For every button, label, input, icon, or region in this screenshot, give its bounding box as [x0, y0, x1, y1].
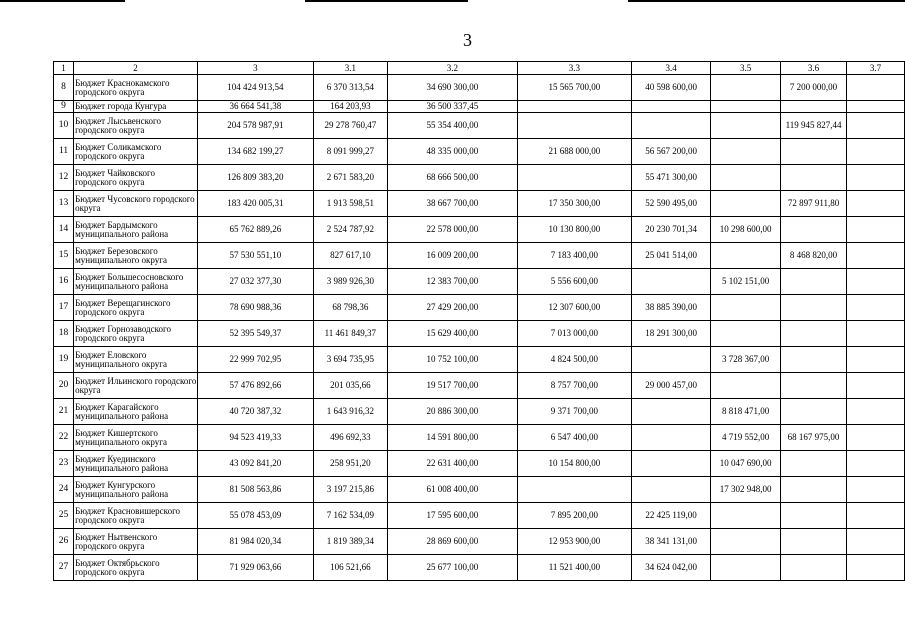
table-row: [54, 477, 905, 503]
col-header: 1: [54, 62, 74, 75]
amount-cell-c33: 7 013 000,00: [518, 321, 632, 347]
amount-cell-c33: [518, 113, 632, 139]
amount-cell-c31: 827 617,10: [313, 243, 387, 269]
amount-cell-c37: [847, 165, 905, 191]
amount-cell-c3: 65 762 889,26: [197, 217, 313, 243]
row-number: 13: [54, 191, 74, 217]
amount-cell-c36: [780, 295, 846, 321]
amount-cell-c31: 164 203,93: [313, 101, 387, 113]
budget-name: Бюджет Краснокамского городского округа: [74, 75, 198, 101]
budget-name: Бюджет Октябрьского городского округа: [74, 555, 198, 581]
amount-cell-c34: [631, 347, 711, 373]
amount-cell-c35: [711, 555, 781, 581]
table-row: [54, 399, 905, 425]
budget-name: Бюджет Соликамского городского округа: [74, 139, 198, 165]
row-number: 10: [54, 113, 74, 139]
amount-cell-c32: 48 335 000,00: [387, 139, 517, 165]
amount-cell-c33: [518, 101, 632, 113]
amount-cell-c33: [518, 165, 632, 191]
amount-cell-c3: 81 508 563,86: [197, 477, 313, 503]
amount-cell-c31: 8 091 999,27: [313, 139, 387, 165]
table-row: [54, 269, 905, 295]
amount-cell-c34: 34 624 042,00: [631, 555, 711, 581]
amount-cell-c33: 10 130 800,00: [518, 217, 632, 243]
col-header: 3.4: [631, 62, 711, 75]
row-number: 27: [54, 555, 74, 581]
table-row: [54, 347, 905, 373]
amount-cell-c31: 3 694 735,95: [313, 347, 387, 373]
amount-cell-c31: 7 162 534,09: [313, 503, 387, 529]
amount-cell-c35: [711, 243, 781, 269]
row-number: 18: [54, 321, 74, 347]
row-number: 23: [54, 451, 74, 477]
amount-cell-c32: 34 690 300,00: [387, 75, 517, 101]
amount-cell-c37: [847, 503, 905, 529]
amount-cell-c33: 4 824 500,00: [518, 347, 632, 373]
amount-cell-c37: [847, 321, 905, 347]
amount-cell-c36: 8 468 820,00: [780, 243, 846, 269]
amount-cell-c32: 25 677 100,00: [387, 555, 517, 581]
amount-cell-c3: 78 690 988,36: [197, 295, 313, 321]
amount-cell-c32: 12 383 700,00: [387, 269, 517, 295]
amount-cell-c34: [631, 269, 711, 295]
amount-cell-c35: [711, 165, 781, 191]
amount-cell-c35: [711, 321, 781, 347]
budget-name: Бюджет Красновишерского городского округа: [74, 503, 198, 529]
budget-name: Бюджет Нытвенского городского округа: [74, 529, 198, 555]
amount-cell-c35: 3 728 367,00: [711, 347, 781, 373]
amount-cell-c32: 16 009 200,00: [387, 243, 517, 269]
amount-cell-c36: [780, 555, 846, 581]
table-body: [54, 75, 905, 581]
amount-cell-c37: [847, 217, 905, 243]
amount-cell-c31: 29 278 760,47: [313, 113, 387, 139]
amount-cell-c37: [847, 75, 905, 101]
amount-cell-c34: 52 590 495,00: [631, 191, 711, 217]
amount-cell-c35: [711, 139, 781, 165]
amount-cell-c37: [847, 269, 905, 295]
amount-cell-c32: 55 354 400,00: [387, 113, 517, 139]
amount-cell-c36: [780, 217, 846, 243]
col-header: 3.1: [313, 62, 387, 75]
amount-cell-c3: 104 424 913,54: [197, 75, 313, 101]
amount-cell-c36: [780, 503, 846, 529]
amount-cell-c32: 10 752 100,00: [387, 347, 517, 373]
budget-name: Бюджет Кунгурского муниципального района: [74, 477, 198, 503]
amount-cell-c33: 6 547 400,00: [518, 425, 632, 451]
header-row: [54, 62, 905, 75]
amount-cell-c37: [847, 373, 905, 399]
amount-cell-c32: 28 869 600,00: [387, 529, 517, 555]
amount-cell-c3: 126 809 383,20: [197, 165, 313, 191]
row-number: 25: [54, 503, 74, 529]
amount-cell-c33: 8 757 700,00: [518, 373, 632, 399]
table-row: [54, 217, 905, 243]
amount-cell-c35: [711, 75, 781, 101]
page-number: 3: [463, 30, 472, 50]
budget-name: Бюджет Кишертского муниципального округа: [74, 425, 198, 451]
amount-cell-c33: 5 556 600,00: [518, 269, 632, 295]
table-row: [54, 425, 905, 451]
amount-cell-c33: 17 350 300,00: [518, 191, 632, 217]
amount-cell-c34: 22 425 119,00: [631, 503, 711, 529]
amount-cell-c33: 11 521 400,00: [518, 555, 632, 581]
amount-cell-c3: 57 476 892,66: [197, 373, 313, 399]
amount-cell-c36: [780, 139, 846, 165]
amount-cell-c31: 11 461 849,37: [313, 321, 387, 347]
amount-cell-c33: 15 565 700,00: [518, 75, 632, 101]
budget-name: Бюджет Верещагинского городского округа: [74, 295, 198, 321]
budget-name: Бюджет Березовского муниципального округа: [74, 243, 198, 269]
amount-cell-c33: 12 307 600,00: [518, 295, 632, 321]
amount-cell-c31: 3 989 926,30: [313, 269, 387, 295]
amount-cell-c36: [780, 399, 846, 425]
amount-cell-c34: [631, 425, 711, 451]
amount-cell-c36: [780, 165, 846, 191]
amount-cell-c31: 2 671 583,20: [313, 165, 387, 191]
top-border-right: [628, 0, 905, 2]
amount-cell-c36: [780, 477, 846, 503]
amount-cell-c37: [847, 101, 905, 113]
col-header: 2: [74, 62, 198, 75]
amount-cell-c3: 134 682 199,27: [197, 139, 313, 165]
amount-cell-c3: 27 032 377,30: [197, 269, 313, 295]
amount-cell-c37: [847, 399, 905, 425]
amount-cell-c37: [847, 243, 905, 269]
amount-cell-c35: [711, 295, 781, 321]
amount-cell-c35: [711, 373, 781, 399]
amount-cell-c34: [631, 451, 711, 477]
amount-cell-c3: 43 092 841,20: [197, 451, 313, 477]
row-number: 21: [54, 399, 74, 425]
amount-cell-c33: 7 183 400,00: [518, 243, 632, 269]
amount-cell-c3: 57 530 551,10: [197, 243, 313, 269]
amount-cell-c31: 2 524 787,92: [313, 217, 387, 243]
amount-cell-c32: 68 666 500,00: [387, 165, 517, 191]
top-border-middle: [305, 0, 468, 2]
amount-cell-c35: [711, 503, 781, 529]
row-number: 9: [54, 101, 74, 113]
amount-cell-c3: 204 578 987,91: [197, 113, 313, 139]
budget-name: Бюджет Ильинского городского округа: [74, 373, 198, 399]
row-number: 16: [54, 269, 74, 295]
amount-cell-c34: 40 598 600,00: [631, 75, 711, 101]
amount-cell-c3: 81 984 020,34: [197, 529, 313, 555]
table-row: [54, 321, 905, 347]
amount-cell-c34: 25 041 514,00: [631, 243, 711, 269]
amount-cell-c35: [711, 529, 781, 555]
col-header: 3.7: [847, 62, 905, 75]
table-row: [54, 75, 905, 101]
amount-cell-c36: [780, 101, 846, 113]
amount-cell-c37: [847, 555, 905, 581]
amount-cell-c37: [847, 425, 905, 451]
amount-cell-c31: 201 035,66: [313, 373, 387, 399]
amount-cell-c32: 22 578 000,00: [387, 217, 517, 243]
amount-cell-c3: 94 523 419,33: [197, 425, 313, 451]
budget-name: Бюджет Бардымского муниципального района: [74, 217, 198, 243]
amount-cell-c34: 56 567 200,00: [631, 139, 711, 165]
amount-cell-c34: [631, 113, 711, 139]
amount-cell-c34: 29 000 457,00: [631, 373, 711, 399]
amount-cell-c34: [631, 101, 711, 113]
amount-cell-c36: [780, 373, 846, 399]
amount-cell-c34: 20 230 701,34: [631, 217, 711, 243]
amount-cell-c36: [780, 529, 846, 555]
table-row: [54, 191, 905, 217]
table-row: [54, 139, 905, 165]
row-number: 24: [54, 477, 74, 503]
amount-cell-c35: 17 302 948,00: [711, 477, 781, 503]
amount-cell-c3: 40 720 387,32: [197, 399, 313, 425]
amount-cell-c31: 1 643 916,32: [313, 399, 387, 425]
amount-cell-c31: 258 951,20: [313, 451, 387, 477]
budget-name: Бюджет Карагайского муниципального района: [74, 399, 198, 425]
budget-name: Бюджет Лысьвенского городского округа: [74, 113, 198, 139]
amount-cell-c32: 20 886 300,00: [387, 399, 517, 425]
amount-cell-c33: 10 154 800,00: [518, 451, 632, 477]
row-number: 19: [54, 347, 74, 373]
amount-cell-c37: [847, 191, 905, 217]
amount-cell-c34: [631, 399, 711, 425]
amount-cell-c37: [847, 347, 905, 373]
col-header: 3.2: [387, 62, 517, 75]
col-header: 3.3: [518, 62, 632, 75]
budget-name: Бюджет Чайковского городского округа: [74, 165, 198, 191]
amount-cell-c3: 36 664 541,38: [197, 101, 313, 113]
amount-cell-c3: 52 395 549,37: [197, 321, 313, 347]
amount-cell-c36: 68 167 975,00: [780, 425, 846, 451]
amount-cell-c35: 10 298 600,00: [711, 217, 781, 243]
table-row: [54, 555, 905, 581]
amount-cell-c33: 9 371 700,00: [518, 399, 632, 425]
amount-cell-c32: 36 500 337,45: [387, 101, 517, 113]
amount-cell-c35: [711, 101, 781, 113]
amount-cell-c33: 21 688 000,00: [518, 139, 632, 165]
row-number: 15: [54, 243, 74, 269]
amount-cell-c32: 19 517 700,00: [387, 373, 517, 399]
row-number: 26: [54, 529, 74, 555]
col-header: 3.5: [711, 62, 781, 75]
row-number: 8: [54, 75, 74, 101]
amount-cell-c31: 68 798,36: [313, 295, 387, 321]
amount-cell-c36: 119 945 827,44: [780, 113, 846, 139]
amount-cell-c35: 4 719 552,00: [711, 425, 781, 451]
row-number: 14: [54, 217, 74, 243]
amount-cell-c34: 38 341 131,00: [631, 529, 711, 555]
amount-cell-c35: 5 102 151,00: [711, 269, 781, 295]
amount-cell-c34: 38 885 390,00: [631, 295, 711, 321]
top-border-left: [0, 0, 125, 2]
amount-cell-c31: 496 692,33: [313, 425, 387, 451]
amount-cell-c37: [847, 529, 905, 555]
amount-cell-c3: 55 078 453,09: [197, 503, 313, 529]
amount-cell-c32: 14 591 800,00: [387, 425, 517, 451]
amount-cell-c32: 17 595 600,00: [387, 503, 517, 529]
amount-cell-c37: [847, 139, 905, 165]
amount-cell-c33: 12 953 900,00: [518, 529, 632, 555]
table-row: [54, 243, 905, 269]
budget-name: Бюджет Куединского муниципального района: [74, 451, 198, 477]
table-row: [54, 373, 905, 399]
row-number: 17: [54, 295, 74, 321]
amount-cell-c37: [847, 113, 905, 139]
amount-cell-c36: [780, 347, 846, 373]
col-header: 3.6: [780, 62, 846, 75]
amount-cell-c34: [631, 477, 711, 503]
amount-cell-c3: 71 929 063,66: [197, 555, 313, 581]
amount-cell-c31: 1 913 598,51: [313, 191, 387, 217]
amount-cell-c32: 22 631 400,00: [387, 451, 517, 477]
table-row: [54, 113, 905, 139]
col-header: 3: [197, 62, 313, 75]
table-row: [54, 101, 905, 113]
amount-cell-c31: 106 521,66: [313, 555, 387, 581]
budget-name: Бюджет Большесосновского муниципального района: [74, 269, 198, 295]
table-row: [54, 451, 905, 477]
row-number: 12: [54, 165, 74, 191]
amount-cell-c33: 7 895 200,00: [518, 503, 632, 529]
budget-name: Бюджет города Кунгура: [74, 101, 198, 113]
amount-cell-c31: 3 197 215,86: [313, 477, 387, 503]
budget-table: [53, 61, 905, 581]
amount-cell-c35: 10 047 690,00: [711, 451, 781, 477]
amount-cell-c31: 6 370 313,54: [313, 75, 387, 101]
amount-cell-c37: [847, 295, 905, 321]
amount-cell-c35: 8 818 471,00: [711, 399, 781, 425]
amount-cell-c36: [780, 269, 846, 295]
amount-cell-c37: [847, 477, 905, 503]
table-row: [54, 165, 905, 191]
amount-cell-c3: 22 999 702,95: [197, 347, 313, 373]
amount-cell-c34: 18 291 300,00: [631, 321, 711, 347]
budget-name: Бюджет Еловского муниципального округа: [74, 347, 198, 373]
amount-cell-c3: 183 420 005,31: [197, 191, 313, 217]
amount-cell-c36: [780, 321, 846, 347]
amount-cell-c31: 1 819 389,34: [313, 529, 387, 555]
amount-cell-c33: [518, 477, 632, 503]
row-number: 11: [54, 139, 74, 165]
amount-cell-c32: 15 629 400,00: [387, 321, 517, 347]
amount-cell-c32: 27 429 200,00: [387, 295, 517, 321]
amount-cell-c36: 7 200 000,00: [780, 75, 846, 101]
amount-cell-c32: 38 667 700,00: [387, 191, 517, 217]
table-row: [54, 503, 905, 529]
amount-cell-c34: 55 471 300,00: [631, 165, 711, 191]
table-row: [54, 529, 905, 555]
amount-cell-c32: 61 008 400,00: [387, 477, 517, 503]
amount-cell-c36: [780, 451, 846, 477]
amount-cell-c35: [711, 113, 781, 139]
amount-cell-c37: [847, 451, 905, 477]
table-row: [54, 295, 905, 321]
row-number: 22: [54, 425, 74, 451]
amount-cell-c35: [711, 191, 781, 217]
budget-name: Бюджет Горнозаводского городского округа: [74, 321, 198, 347]
budget-name: Бюджет Чусовского городского округа: [74, 191, 198, 217]
row-number: 20: [54, 373, 74, 399]
amount-cell-c36: 72 897 911,80: [780, 191, 846, 217]
